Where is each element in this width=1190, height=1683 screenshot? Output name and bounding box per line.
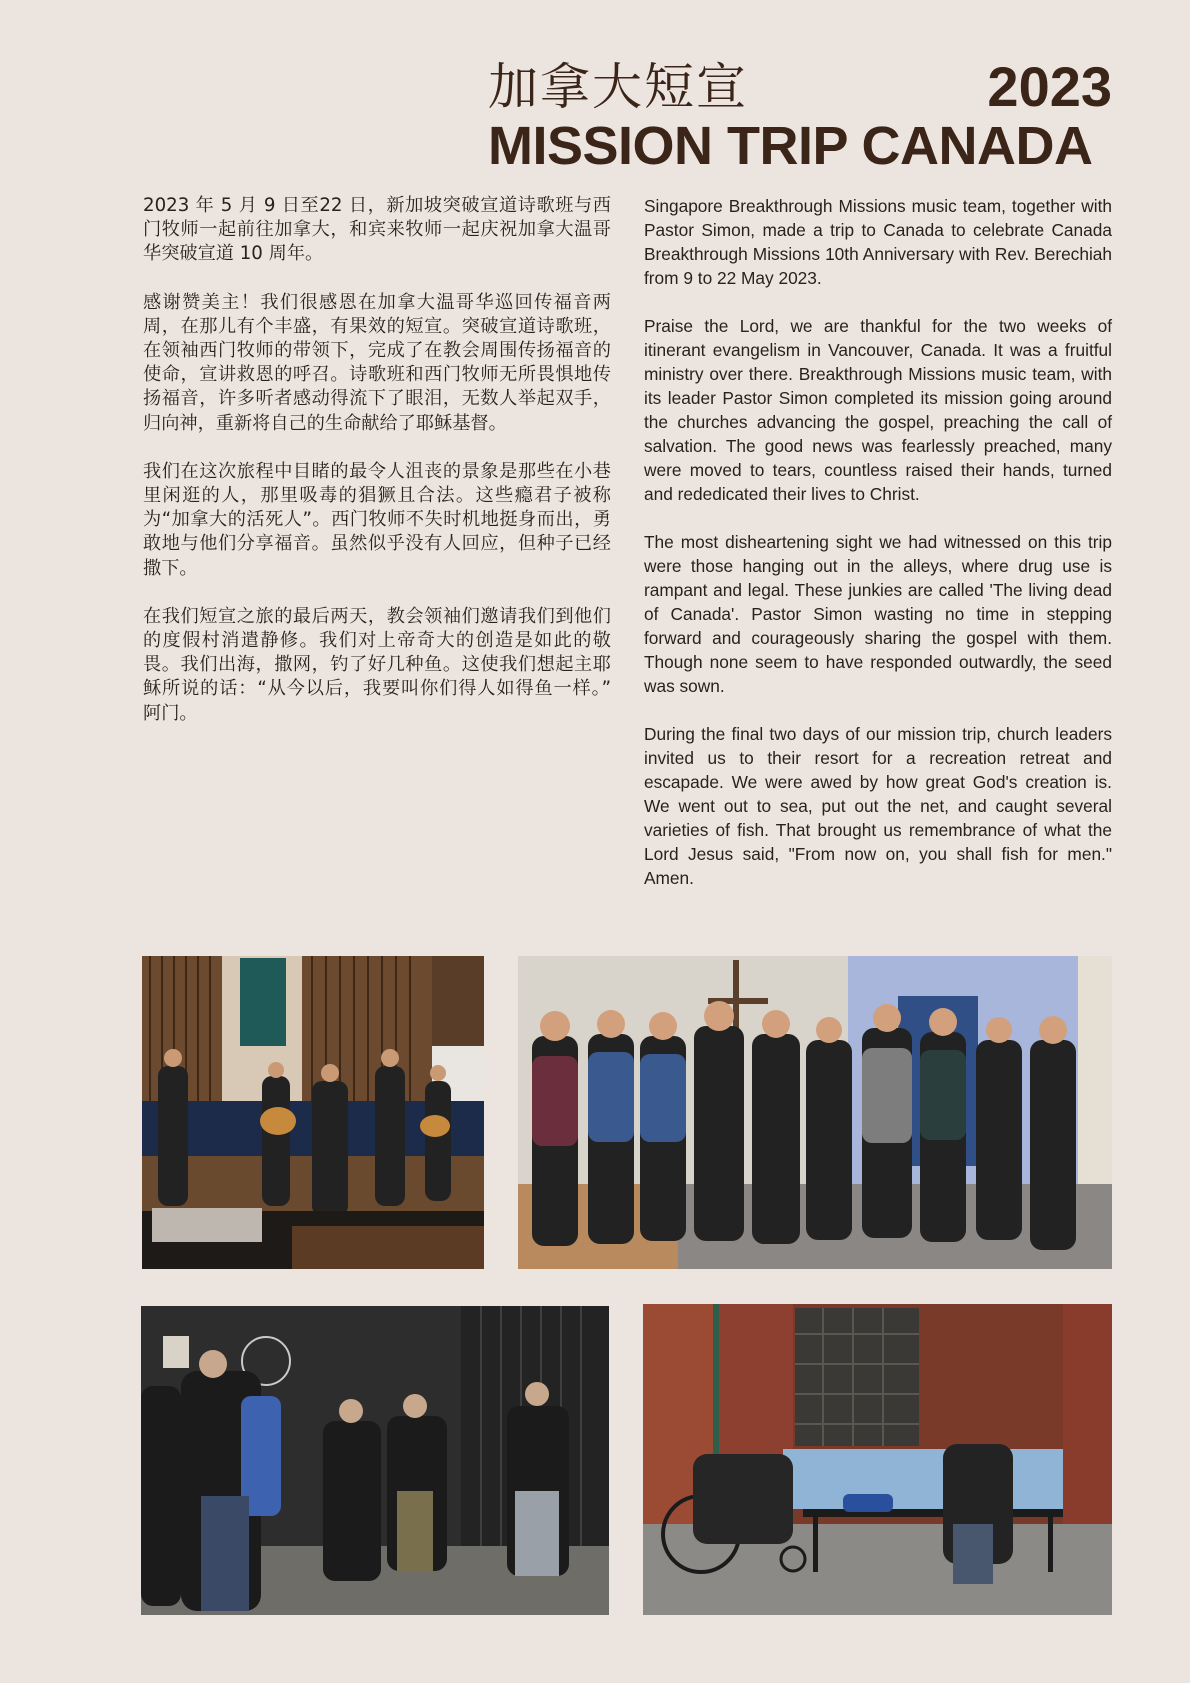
english-paragraph-1: Singapore Breakthrough Missions music team, together with Pastor Simon, made a trip to Canada to celebrate Canada Breakthrough Missions 10th Anniversary with Rev. Berechiah from 9 to 22 May 2023. <box>644 196 1112 288</box>
chinese-column <box>143 194 611 750</box>
photo-group-portrait <box>518 956 1112 1269</box>
chinese-paragraph-2: 感谢赞美主！我们很感恩在加拿大温哥华巡回传福音两周，在那儿有个丰盛，有果效的短宣。突破宣道诗歌班，在领袖西门牧师的带领下，完成了在教会周围传扬福音的使命，宣讲救恩的呼召。诗歌班和西门牧师无所畏惧地传扬福音，许多听者感动得流下了眼泪，无数人举起双手，归向神，重新将自己的生命献给了耶稣基督。 <box>143 291 611 434</box>
chinese-paragraph-4: 在我们短宣之旅的最后两天，教会领袖们邀请我们到他们的度假村消遣静修。我们对上帝奇大的创造是如此的敬畏。我们出海，撒网，钓了好几种鱼。这使我们想起主耶稣所说的话：“从今以后，我要叫你们得人如得鱼一样。” 阿门。 <box>143 605 611 724</box>
title-chinese: 加拿大短宣 <box>488 58 748 116</box>
title-year: 2023 <box>987 55 1112 118</box>
english-column <box>644 194 1112 914</box>
page-header <box>488 55 1112 176</box>
english-paragraph-3: The most disheartening sight we had witnessed on this trip were those hanging out in the alleys, where drug use is rampant and legal. These junkies are called 'The living dead of Canada'. Pastor Simon wasting no time in stepping forward and courageously sharing the gospel with them. Though none seem to have responded outwardly, the seed was sown. <box>644 532 1112 696</box>
english-paragraph-2: Praise the Lord, we are thankful for the two weeks of itinerant evangelism in Vancouver, Canada. It was a fruitful ministry over there. Breakthrough Missions music team, with its leader Pastor Simon completed its mission going around the churches advancing the gospel, preaching the call of salvation. The good news was fearlessly preached, many were moved to tears, countless raised their hands, turned and rededicated their lives to Christ. <box>644 316 1112 504</box>
chinese-paragraph-1: 2023 年 5 月 9 日至22 日，新加坡突破宣道诗歌班与西门牧师一起前往加拿大，和宾来牧师一起庆祝加拿大温哥华突破宣道 10 周年。 <box>143 195 611 265</box>
chinese-paragraph-3: 我们在这次旅程中目睹的最令人沮丧的景象是那些在小巷里闲逛的人，那里吸毒的猖獗且合法。这些瘾君子被称为“加拿大的活死人”。西门牧师不失时机地挺身而出，勇敢地与他们分享福音。虽然似乎没有人回应，但种子已经撒下。 <box>143 460 611 579</box>
photo-alley-street <box>141 1306 609 1615</box>
photo-bench-wheelchair <box>643 1304 1112 1615</box>
title-row <box>488 55 1112 118</box>
title-english: MISSION TRIP CANADA <box>488 116 1093 176</box>
english-paragraph-4: During the final two days of our mission trip, church leaders invited us to their resort for a recreation retreat and escapade. We were awed by how great God's creation is. We went out to sea, put out the net, and caught several varieties of fish. That brought us remembrance of what the Lord Jesus said, "From now on, you shall fish for men." Amen. <box>644 724 1112 888</box>
photo-music-team-performing <box>142 956 484 1269</box>
